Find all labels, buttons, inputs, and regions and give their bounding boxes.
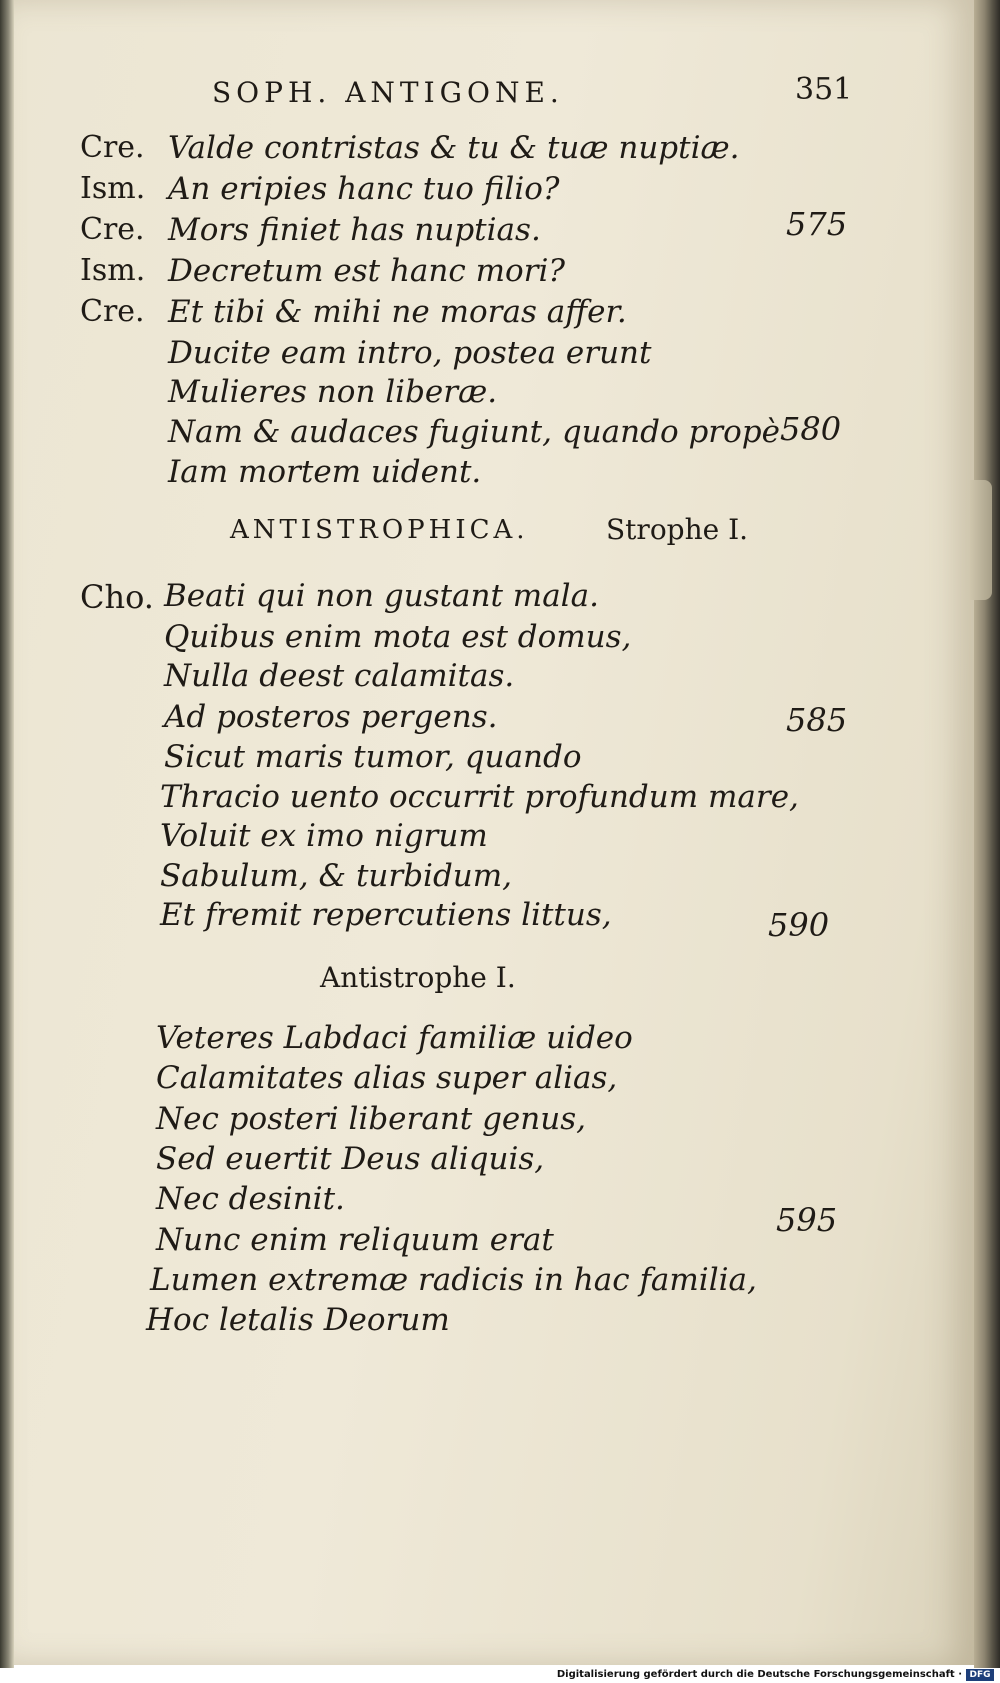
verse-line: Nulla deest calamitas. [164,658,515,694]
section-heading-rest: Strophe I. [606,513,749,546]
line-number: 585 [786,701,848,739]
page-edge [974,0,1000,1668]
speaker: Cre. [80,130,145,165]
verse-line: Ducite eam intro, postea erunt [168,335,652,371]
verse-line: Nec desinit. [156,1181,345,1217]
line-number: 595 [776,1201,838,1239]
verse-line: Et tibi & mihi ne moras affer. [168,294,627,330]
verse-line: Nec posteri liberant genus, [156,1101,586,1137]
verse-line: Calamitates alias super alias, [156,1060,618,1096]
verse-line: Iam mortem uident. [168,454,482,490]
verse-line: Beati qui non gustant mala. [164,578,599,614]
verse-line: Nam & audaces fugiunt, quando propè [168,414,780,450]
verse-line: An eripies hanc tuo filio? [168,171,560,207]
line-number: 580 [780,410,842,448]
verse-line: Lumen extremæ radicis in hac familia, [150,1262,757,1298]
page-tab [970,480,992,600]
verse-line: Mors finiet has nuptias. [168,212,541,248]
verse-line: Quibus enim mota est domus, [164,619,632,655]
section-heading: Antistrophe I. [320,961,516,994]
book-page [14,0,974,1665]
verse-line: Ad posteros pergens. [164,699,498,735]
verse-line: Thracio uento occurrit profundum mare, [160,779,799,815]
speaker: Ism. [80,171,146,206]
verse-line: Voluit ex imo nigrum [160,818,488,854]
verse-line: Mulieres non liberæ. [168,374,498,410]
line-number: 590 [768,906,830,944]
verse-line: Sicut maris tumor, quando [164,739,582,775]
dfg-logo-icon: DFG [966,1669,994,1681]
chorus-speaker: Cho. [80,578,154,616]
verse-line: Hoc letalis Deorum [146,1302,450,1338]
speaker: Cre. [80,212,145,247]
verse-line: Sabulum, & turbidum, [160,858,513,894]
line-number: 575 [786,205,848,243]
verse-line: Decretum est hanc mori? [168,253,566,289]
verse-line: Nunc enim reliquum erat [156,1222,554,1258]
digitization-credit: Digitalisierung gefördert durch die Deutsche Forschungsgemeinschaft · [556,1669,962,1680]
running-title: SOPH. ANTIGONE. [212,76,564,109]
verse-line: Valde contristas & tu & tuæ nuptiæ. [168,130,740,166]
verse-line: Veteres Labdaci familiæ uideo [156,1020,633,1056]
verse-line: Et fremit repercutiens littus, [160,897,612,933]
page-number: 351 [795,72,853,107]
section-heading-caps: ANTISTROPHICA. [230,515,529,545]
speaker: Ism. [80,253,146,288]
book-gutter [0,0,14,1670]
verse-line: Sed euertit Deus aliquis, [156,1141,545,1177]
speaker: Cre. [80,294,145,329]
